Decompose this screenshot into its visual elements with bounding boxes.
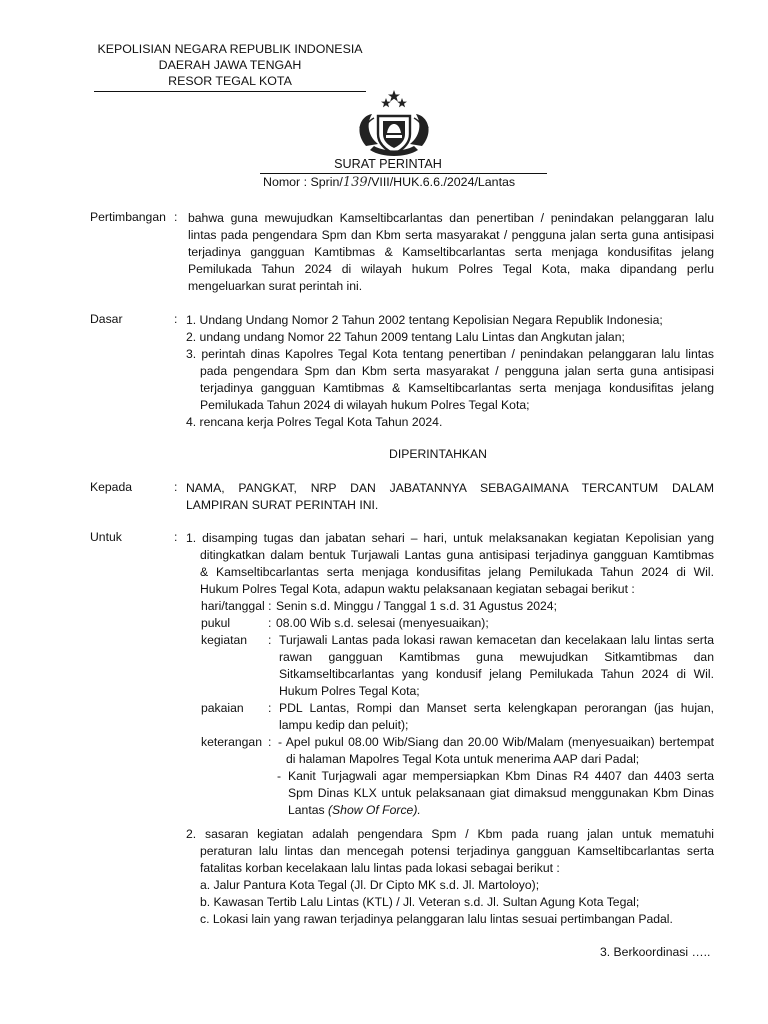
header-line-2: DAERAH JAWA TENGAH [158, 58, 302, 72]
untuk-item-1 [186, 530, 714, 598]
kepada-line: LAMPIRAN SURAT PERINTAH INI. [186, 498, 379, 512]
untuk-item-1-line: 1. disamping tugas dan jabatan sehari – hari, untuk melaksanakan kegiatan Kepolisian yang [186, 531, 714, 545]
nomor-handwritten: 139 [342, 175, 368, 190]
dasar-label: Dasar [90, 312, 123, 326]
pertimbangan-line: Pemilukada Tahun 2024 di wilayah hukum Polres Tegal Kota, maka dipandang perlu [188, 262, 714, 276]
header-line-3: RESOR TEGAL KOTA [168, 74, 292, 88]
nomor-prefix: Nomor : Sprin/ [263, 175, 343, 189]
dasar-list [186, 312, 714, 431]
kegiatan-line: Hukum Polres Tegal Kota; [279, 684, 420, 698]
dasar-item-3-line: pada pengendara Spm dan Kbm serta masyarakat / pengguna jalan serta guna antisipasi [200, 364, 714, 378]
document-number [263, 175, 515, 190]
kegiatan-line: Turjawali Lantas pada lokasi rawan kemacetan dan kecelakaan lalu lintas serta [279, 633, 714, 647]
title-underline [260, 173, 547, 174]
pertimbangan-label: Pertimbangan [90, 210, 166, 224]
kegiatan-line: rawan gangguan Kamtibmas guna mewujudkan Sitkamtibmas dan [279, 650, 714, 664]
page-title: SURAT PERINTAH [334, 157, 442, 171]
nomor-suffix: /VIII/HUK.6.6./2024/Lantas [367, 175, 516, 189]
hari-label: hari/tanggal : [201, 599, 272, 613]
pertimbangan-line: lintas pada pengendara Spm dan Kbm serta masyarakat / pengguna jalan serta guna antisipasi [188, 228, 714, 242]
keterangan-colon: : [268, 735, 272, 749]
hari-value: Senin s.d. Minggu / Tanggal 1 s.d. 31 Agustus 2024; [276, 599, 557, 613]
kepada-label: Kepada [90, 480, 133, 494]
keterangan-line: - Apel pukul 08.00 Wib/Siang dan 20.00 Wib/Malam (menyesuaikan) bertempat [278, 735, 714, 749]
untuk-label: Untuk [90, 530, 122, 544]
dasar-colon: : [174, 312, 178, 326]
header-underline [94, 91, 366, 92]
diperintahkan-heading: DIPERINTAHKAN [389, 447, 487, 461]
pertimbangan-text [188, 210, 714, 295]
pukul-label: pukul [201, 616, 231, 630]
untuk-item-1-line: Hukum Polres Tegal Kota, adapun waktu pelaksanaan kegiatan sebagai berikut : [200, 582, 635, 596]
untuk-item-2-line: peraturan lalu lintas dan mencegah potensi terjadinya gangguan Kamseltibcarlantas serta [200, 844, 714, 858]
keterangan-item-2 [288, 768, 714, 819]
keterangan-item-2-dash: - [277, 769, 282, 783]
keterangan-line: Kanit Turjagwali agar mempersiapkan Kbm Dinas R4 4407 dan 4403 serta [288, 769, 714, 783]
dasar-item-3-line: terjadinya gangguan Kamtibmas & Kamseltibcarlantas serta menjaga kondusifitas jelang [200, 381, 714, 395]
continuation-note: 3. Berkoordinasi ….. [600, 945, 711, 959]
location-item: c. Lokasi lain yang rawan terjadinya pelanggaran lalu lintas sesuai pertimbangan Padal. [200, 912, 673, 926]
pakaian-colon: : [268, 701, 272, 715]
pakaian-label: pakaian [201, 701, 244, 715]
kepada-text [186, 480, 714, 514]
kepada-colon: : [174, 480, 178, 494]
dasar-item-1: 1. Undang Undang Nomor 2 Tahun 2002 tentang Kepolisian Negara Republik Indonesia; [186, 313, 663, 327]
pakaian-value [279, 700, 714, 734]
keterangan-italic-text: (Show Of Force). [327, 803, 421, 817]
keterangan-line: di halaman Mapolres Tegal Kota untuk menerima AAP dari Padal; [286, 752, 640, 766]
pertimbangan-colon: : [174, 210, 178, 224]
dasar-item-3: 3. perintah dinas Kapolres Tegal Kota tentang penertiban / penindakan pelanggaran lalu lintas [186, 347, 714, 361]
keterangan-item-1 [278, 734, 714, 768]
pertimbangan-line: mengeluarkan surat perintah ini. [188, 279, 363, 293]
untuk-item-1-line: & Kamseltibcarlantas serta menjaga kondusifitas jelang Pemilukada Tahun 2024 di Wil. [200, 565, 714, 579]
keterangan-label: keterangan [201, 735, 262, 749]
untuk-item-2-line: 2. sasaran kegiatan adalah pengendara Spm / Kbm pada ruang jalan untuk mematuhi [186, 827, 714, 841]
kepada-line: NAMA, PANGKAT, NRP DAN JABATANNYA SEBAGAIMANA TERCANTUM DALAM [186, 481, 714, 495]
police-emblem-icon [352, 88, 436, 162]
pakaian-line: PDL Lantas, Rompi dan Manset serta kelengkapan perorangan (jas hujan, [279, 701, 714, 715]
location-item: a. Jalur Pantura Kota Tegal (Jl. Dr Cipto MK s.d. Jl. Martoloyo); [200, 878, 540, 892]
kegiatan-label: kegiatan [201, 633, 248, 647]
untuk-colon: : [174, 530, 178, 544]
untuk-item-2 [186, 826, 714, 928]
untuk-item-2-line: fatalitas korban kecelakaan lalu lintas pada lokasi sebagai berikut : [200, 861, 560, 875]
pukul-value: 08.00 Wib s.d. selesai (menyesuaikan); [276, 616, 489, 630]
header-line-1: KEPOLISIAN NEGARA REPUBLIK INDONESIA [97, 42, 363, 56]
dasar-item-3-line: Pemilukada Tahun 2024 di wilayah hukum Polres Tegal Kota; [200, 398, 530, 412]
keterangan-line-text: Lantas [288, 803, 328, 817]
kegiatan-value [279, 632, 714, 700]
kegiatan-colon: : [268, 633, 272, 647]
location-item: b. Kawasan Tertib Lalu Lintas (KTL) / Jl. Veteran s.d. Jl. Sultan Agung Kota Tegal; [200, 895, 640, 909]
keterangan-line: Spm Dinas KLX untuk pelaksanaan giat dimaksud menggunakan Kbm Dinas [288, 786, 714, 800]
pertimbangan-line: terjadinya gangguan Kamtibmas & Kamseltibcarlantas serta menjaga kondusifitas jelang [188, 245, 714, 259]
keterangan-line [288, 802, 714, 819]
dasar-item-4: 4. rencana kerja Polres Tegal Kota Tahun 2024. [186, 415, 443, 429]
pukul-colon: : [268, 616, 272, 630]
untuk-item-1-line: ditingkatkan dalam bentuk Turjawali Lantas guna antisipasi terjadinya gangguan Kamtibmas [200, 548, 714, 562]
pertimbangan-line: bahwa guna mewujudkan Kamseltibcarlantas dan penertiban / penindakan pelanggaran lalu [188, 211, 714, 225]
pakaian-line: lampu kedip dan peluit); [279, 718, 409, 732]
kegiatan-line: Sitkamseltibcarlantas yang kondusif jelang Pemilukada Tahun 2024 di Wil. [279, 667, 714, 681]
dasar-item-2: 2. undang undang Nomor 22 Tahun 2009 tentang Lalu Lintas dan Angkutan jalan; [186, 330, 625, 344]
